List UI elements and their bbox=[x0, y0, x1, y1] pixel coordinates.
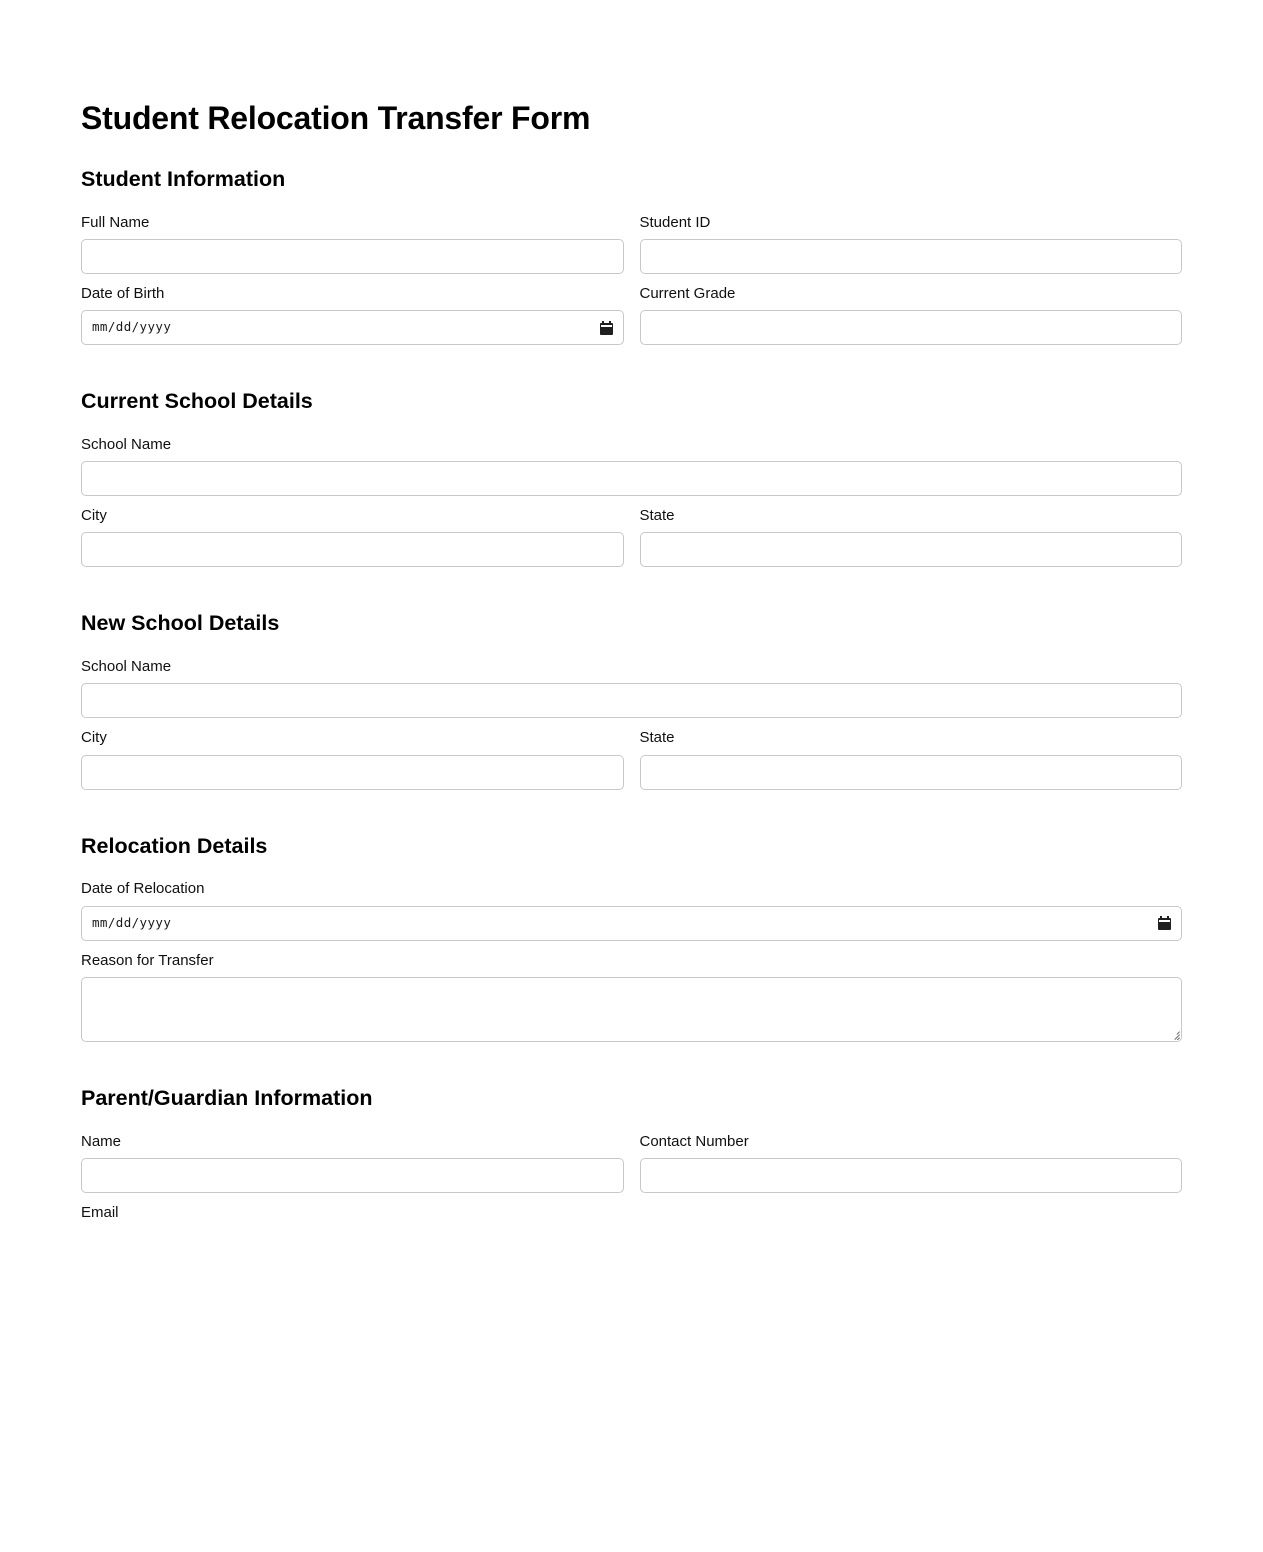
form-row bbox=[81, 213, 1182, 274]
field-name bbox=[81, 1132, 624, 1193]
field-school-name bbox=[81, 657, 1182, 718]
label-city: City bbox=[81, 729, 107, 747]
date-of-relocation-date-input[interactable] bbox=[81, 906, 1182, 941]
label-date-of-birth: Date of Birth bbox=[81, 284, 165, 302]
field-email bbox=[81, 1203, 1182, 1223]
form-sections bbox=[81, 167, 1182, 1223]
field-date-of-relocation bbox=[81, 879, 1182, 940]
section-spacer bbox=[81, 1052, 1182, 1086]
label-school-name: School Name bbox=[81, 435, 172, 453]
section-title-student-information: Student Information bbox=[81, 166, 286, 191]
school-name-input[interactable] bbox=[81, 683, 1182, 718]
section-new-school-details bbox=[81, 611, 1182, 789]
form-row bbox=[81, 879, 1182, 940]
name-input[interactable] bbox=[81, 1158, 624, 1193]
label-school-name: School Name bbox=[81, 658, 172, 676]
form-row bbox=[81, 951, 1182, 1042]
label-student-id: Student ID bbox=[639, 213, 711, 231]
label-name: Name bbox=[81, 1132, 122, 1150]
form-row bbox=[81, 728, 1182, 789]
form-row bbox=[81, 1203, 1182, 1223]
field-current-grade bbox=[640, 284, 1183, 345]
label-city: City bbox=[81, 507, 107, 525]
section-title-current-school-details: Current School Details bbox=[81, 389, 313, 414]
field-city bbox=[81, 728, 624, 789]
form-row bbox=[81, 435, 1182, 496]
date-of-birth-date-input[interactable] bbox=[81, 310, 624, 345]
section-current-school-details bbox=[81, 389, 1182, 567]
label-reason-for-transfer: Reason for Transfer bbox=[81, 951, 214, 969]
state-input[interactable] bbox=[640, 532, 1183, 567]
school-name-input[interactable] bbox=[81, 461, 1182, 496]
contact-number-input[interactable] bbox=[640, 1158, 1183, 1193]
calendar-icon[interactable] bbox=[600, 321, 613, 335]
label-email: Email bbox=[81, 1204, 119, 1222]
section-spacer bbox=[81, 355, 1182, 389]
section-title-parent-guardian-information: Parent/Guardian Information bbox=[81, 1085, 373, 1110]
field-contact-number bbox=[640, 1132, 1183, 1193]
section-student-information bbox=[81, 167, 1182, 345]
section-title-relocation-details: Relocation Details bbox=[81, 833, 268, 858]
student-id-input[interactable] bbox=[640, 239, 1183, 274]
city-input[interactable] bbox=[81, 532, 624, 567]
field-student-id bbox=[640, 213, 1183, 274]
resize-handle-icon[interactable] bbox=[1167, 1027, 1180, 1040]
section-spacer bbox=[81, 577, 1182, 611]
state-input[interactable] bbox=[640, 755, 1183, 790]
form-row bbox=[81, 284, 1182, 345]
section-parent-guardian-information bbox=[81, 1086, 1182, 1223]
field-date-of-birth bbox=[81, 284, 624, 345]
date-placeholder: mm/dd/yyyy bbox=[92, 914, 172, 930]
field-state bbox=[640, 506, 1183, 567]
city-input[interactable] bbox=[81, 755, 624, 790]
calendar-icon[interactable] bbox=[1158, 916, 1171, 930]
field-city bbox=[81, 506, 624, 567]
date-placeholder: mm/dd/yyyy bbox=[92, 319, 172, 335]
page-title: Student Relocation Transfer Form bbox=[81, 100, 591, 136]
form-row bbox=[81, 657, 1182, 718]
reason-for-transfer-textarea[interactable] bbox=[81, 977, 1182, 1042]
section-relocation-details bbox=[81, 834, 1182, 1042]
label-state: State bbox=[639, 507, 675, 525]
section-title-new-school-details: New School Details bbox=[81, 611, 280, 636]
label-current-grade: Current Grade bbox=[639, 284, 736, 302]
label-contact-number: Contact Number bbox=[639, 1132, 749, 1150]
field-reason-for-transfer bbox=[81, 951, 1182, 1042]
current-grade-input[interactable] bbox=[640, 310, 1183, 345]
form-row bbox=[81, 506, 1182, 567]
label-state: State bbox=[639, 729, 675, 747]
field-school-name bbox=[81, 435, 1182, 496]
full-name-input[interactable] bbox=[81, 239, 624, 274]
form-row bbox=[81, 1132, 1182, 1193]
section-spacer bbox=[81, 800, 1182, 834]
field-state bbox=[640, 728, 1183, 789]
label-full-name: Full Name bbox=[81, 213, 150, 231]
label-date-of-relocation: Date of Relocation bbox=[81, 880, 205, 898]
field-full-name bbox=[81, 213, 624, 274]
